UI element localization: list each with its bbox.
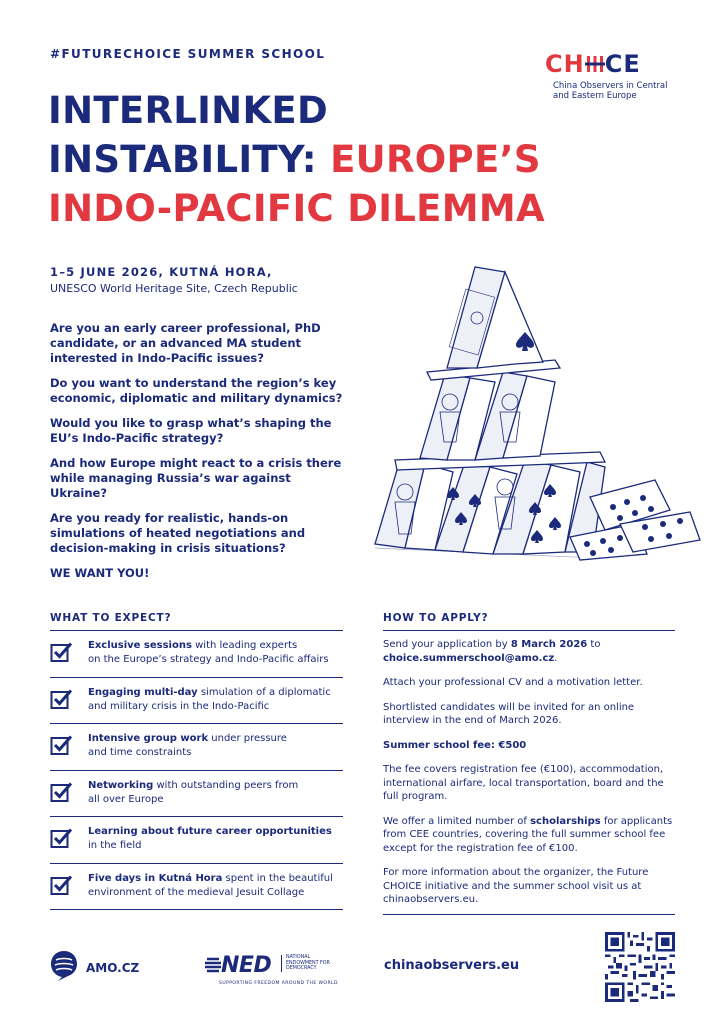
how-to-apply-section [383,612,675,907]
ned-logo [205,953,338,986]
page-title [48,86,545,233]
expect-item [50,678,343,725]
expect-bold: Five days in Kutná Hora [88,872,223,884]
expect-rest: on the Europe’s strategy and Indo-Pacific affairs [88,654,329,665]
apply-fee-covers: The fee covers registration fee (€100), accommodation, international airfare, local transportation, board and the full program. [383,764,664,802]
apply-fee [383,739,675,753]
checkbox-checked-icon [50,734,74,756]
expect-rest: environment of the medieval Jesuit Collage [88,886,305,898]
apply-email-link[interactable]: choice.summerschool@amo.cz [383,652,555,664]
ned-side-label: NATIONAL ENDOWMENT FOR DEMOCRACY [281,955,331,972]
expect-rest: under pressure [208,733,287,744]
question-5: Are you ready for realistic, hands-on simulations of heated negotiations and decision-making in crisis situations? [50,511,306,555]
checkbox-checked-icon [50,641,74,663]
apply-deadline [383,638,675,665]
event-dates: 1–5 JUNE 2026, KUTNÁ HORA, [50,265,273,279]
title-line-1: INTERLINKED [48,89,329,132]
ned-globe-icon [205,957,221,976]
apply-attachments: Attach your professional CV and a motivation letter. [383,677,643,688]
expect-rest: all over Europe [88,793,164,805]
apply-text: Send your application by [383,639,511,650]
logo-word-start: CH [545,50,585,78]
amo-logo [50,950,139,986]
expect-item [50,864,343,911]
ned-wordmark: NED [221,953,272,978]
expect-bold: Learning about future career opportunities [88,826,332,837]
apply-interview: Shortlisted candidates will be invited for an online interview in the end of March 2026. [383,701,635,726]
apply-text: for applicants from CEE countries, covering the full summer school fee except for the registration fee of €100. [383,815,673,854]
apply-scholarships [383,815,675,856]
expect-rest: with leading experts [191,640,298,651]
expect-item [50,771,343,818]
title-line-2a: INSTABILITY: [48,138,331,181]
amo-label: AMO.CZ [86,961,140,975]
apply-text: . [554,652,558,664]
question-4: And how Europe might react to a crisis there while managing Russia’s war against Ukraine? [50,456,342,500]
expect-rest: and time constraints [88,747,192,758]
checkbox-checked-icon [50,781,74,803]
title-line-3: INDO-PACIFIC DILEMMA [48,187,545,230]
event-venue: UNESCO World Heritage Site, Czech Republic [50,282,298,295]
fee-label: Summer school fee: €500 [383,739,527,751]
logo-subtitle-2: and Eastern Europe [553,91,637,101]
ned-tagline: SUPPORTING FREEDOM AROUND THE WORLD [219,981,338,986]
checkbox-checked-icon [50,874,74,896]
expect-item [50,631,343,678]
event-hashtag: #FUTURECHOICE SUMMER SCHOOL [50,47,326,61]
expect-bold: Intensive group work [88,733,209,744]
apply-text: to [587,639,601,650]
call-to-action: WE WANT YOU! [50,566,150,580]
expect-bold: Engaging multi-day [88,686,198,698]
qr-code-icon [605,932,675,1002]
expect-rest: in the field [88,840,142,851]
checkbox-checked-icon [50,688,74,710]
checkbox-checked-icon [50,827,74,849]
title-line-2b: EUROPE’S [330,138,541,181]
house-of-cards-illustration [365,262,710,562]
expect-heading: WHAT TO EXPECT? [50,612,172,624]
apply-divider [383,630,675,631]
question-3: Would you like to grasp what’s shaping the EU’s Indo-Pacific strategy? [50,416,332,445]
scholarships-term: scholarships [530,815,601,827]
apply-text: We offer a limited number of [383,815,531,827]
question-2: Do you want to understand the region’s key economic, diplomatic and military dynamics? [50,376,343,405]
apply-heading: HOW TO APPLY? [383,612,489,624]
expect-rest: spent in the beautiful [222,872,333,884]
expect-item [50,817,343,864]
expect-rest: and military crisis in the Indo-Pacific [88,700,270,712]
apply-bottom-divider [383,914,675,915]
logo-flag-icon [585,50,605,78]
logo-word-end: CE [604,50,641,78]
logo-subtitle-1: China Observers in Central [553,81,668,91]
expect-rest: with outstanding peers from [153,779,299,791]
question-1: Are you an early career professional, PhD candidate, or an advanced MA student interested in Indo-Pacific issues? [50,321,321,365]
expect-bold: Networking [88,779,154,791]
what-to-expect-section [50,612,343,910]
website-link[interactable]: chinaobservers.eu [384,958,520,973]
intro-questions [50,321,350,580]
choice-logo [545,50,685,101]
apply-deadline-date: 8 March 2026 [510,639,588,650]
expect-bold: Exclusive sessions [88,640,192,651]
amo-speech-icon [50,950,78,986]
expect-item [50,724,343,771]
expect-rest: simulation of a diplomatic [197,686,331,698]
apply-more-info: For more information about the organizer, the Future CHOICE initiative and the summer school visit us at chinaobservers.eu. [383,867,649,905]
